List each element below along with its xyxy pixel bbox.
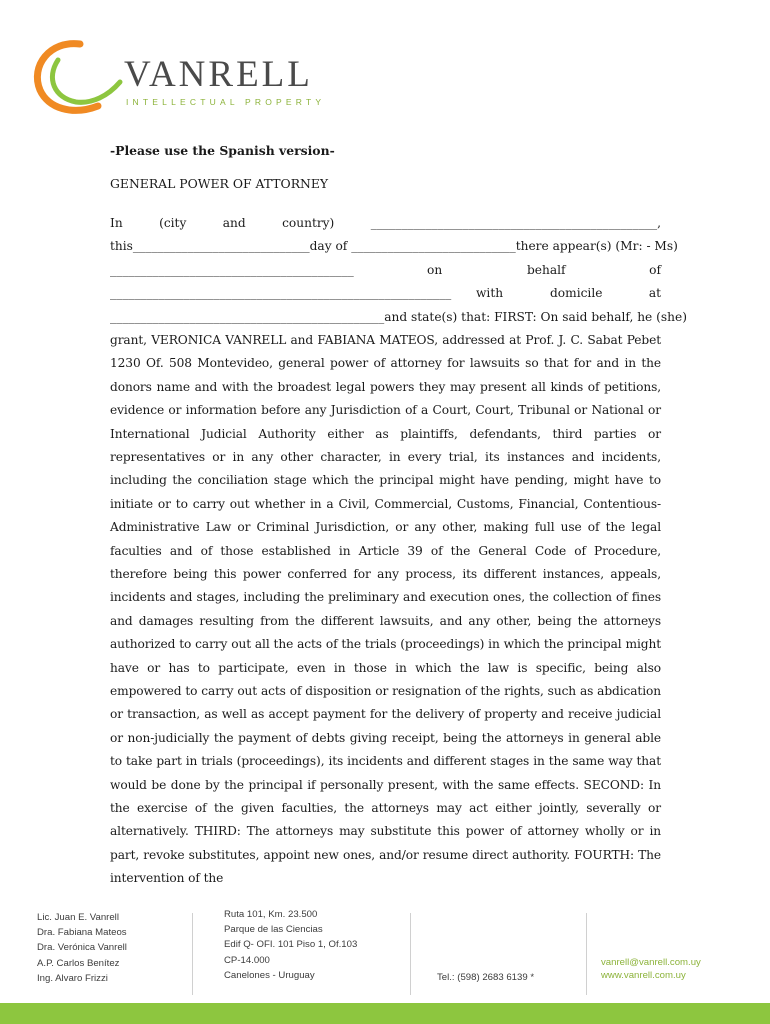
- form-line-city: [110, 212, 661, 235]
- partner-name: A.P. Carlos Benítez: [37, 957, 120, 969]
- text-domicile: domicile: [550, 286, 603, 301]
- address-line: CP-14.000: [224, 954, 270, 966]
- address-line: Edif Q- OFI. 101 Piso 1, Of.103: [224, 939, 358, 951]
- address-line: Ruta 101, Km. 23.500: [224, 909, 318, 920]
- website-link[interactable]: www.vanrell.com.uy: [601, 969, 686, 981]
- footer-divider: [192, 913, 193, 995]
- form-line-state: [110, 306, 687, 329]
- document-body: [110, 138, 687, 891]
- blank-address: _____________________________________________: [110, 309, 385, 324]
- text-of: of: [649, 262, 661, 277]
- partner-name: Dra. Verónica Vanrell: [37, 942, 127, 954]
- footer-green-bar: [0, 1003, 770, 1024]
- partner-name: Ing. Alvaro Frizzi: [37, 972, 108, 984]
- email-link[interactable]: vanrell@vanrell.com.uy: [601, 957, 701, 968]
- form-line-domicile: [110, 282, 661, 305]
- partner-names: [37, 910, 127, 986]
- footer-divider: [410, 913, 411, 995]
- text-on: on: [427, 262, 443, 277]
- text-with: with: [476, 286, 504, 301]
- address-line: Canelones - Uruguay: [224, 969, 315, 981]
- blank-name: ________________________________________: [110, 262, 354, 277]
- logo-swoosh-icon: [28, 38, 128, 118]
- contact-web: [601, 957, 701, 982]
- form-line-date: [110, 235, 678, 258]
- letterhead-footer: [0, 880, 770, 1024]
- text-and: and: [222, 216, 246, 230]
- language-notice: -Please use the Spanish version-: [110, 143, 335, 158]
- partner-name: Dra. Fabiana Mateos: [37, 927, 127, 939]
- blank-day: _____________________________: [132, 239, 310, 254]
- brand-name: VANRELL: [124, 54, 313, 95]
- text-there-appear: there appear(s) (Mr: - Ms): [515, 239, 678, 254]
- partner-name: Lic. Juan E. Vanrell: [37, 912, 119, 923]
- text-at: at: [648, 286, 661, 301]
- vanrell-logo: [28, 38, 358, 113]
- document-title: GENERAL POWER OF ATTORNEY: [110, 176, 329, 191]
- footer-divider: [586, 913, 587, 995]
- text-behalf: behalf: [527, 262, 566, 277]
- text-day-of: day of: [309, 239, 348, 254]
- address-line: Parque de las Ciencias: [224, 924, 323, 936]
- text-city: (city: [159, 216, 187, 230]
- office-address: [224, 907, 357, 983]
- phone-number: Tel.: (598) 2683 6139 *: [437, 972, 535, 983]
- text-this: this: [110, 239, 133, 254]
- brand-subtitle: INTELLECTUAL PROPERTY: [126, 97, 326, 107]
- text-first: and state(s) that: FIRST: On said behalf, he (she): [384, 309, 687, 324]
- text-in: In: [110, 216, 123, 230]
- blank-represented: ________________________________________________________: [110, 286, 452, 301]
- form-line-behalf: [110, 259, 661, 282]
- body-paragraph: grant, VERONICA VANRELL and FABIANA MATEOS, addressed at Prof. J. C. Sabat Pebet 1230 Of. 508 Montevideo, general power of attorney for lawsuits so that for and in the donors name and with the broadest legal powers they may present all kinds of petitions, evidence or information before any Jurisdiction of a Court, Court, Tribunal or National or International Judicial Authority either as plaintiffs, defendants, third parties or representatives or in any other character, in every trial, its instances and incidents, including the conciliation stage which the principal might have pending, might have to initiate or to carry out whether in a Civil, Commercial, Customs, Financial, Contentious-Administrative Law or Criminal Jurisdiction, or any other, making full use of the legal faculties and of those established in Article 39 of the General Code of Procedure, therefore being this power conferred for any process, its different instances, appeals, incidents and stages, including the preliminary and execution ones, the collection of fines and damages resulting from the different lawsuits, and any other, being the attorneys authorized to carry out all the acts of the trials (proceedings) in which the principal might have or has to participate, even in those in which the law is specific, being also empowered to carry out acts of disposition or resignation of the rights, such as abdication or transaction, as well as accept payment for the delivery of property and receive judicial or non-judicially the payment of debts giving receipt, being the attorneys in general able to take part in trials (proceedings), its incidents and different stages in the same way that would be done by the principal if personally present, with the same effects. SECOND: In the exercise of the given faculties, the attorneys may act either jointly, severally or alternatively. THIRD: The attorneys may substitute this power of attorney wholly or in part, revoke substitutes, appoint new ones, and/or resume direct authority. FOURTH: The intervention of the: [110, 332, 661, 886]
- blank-city-country: _______________________________________________,: [370, 216, 661, 230]
- blank-month: ___________________________: [351, 239, 516, 254]
- text-country: country): [282, 216, 335, 230]
